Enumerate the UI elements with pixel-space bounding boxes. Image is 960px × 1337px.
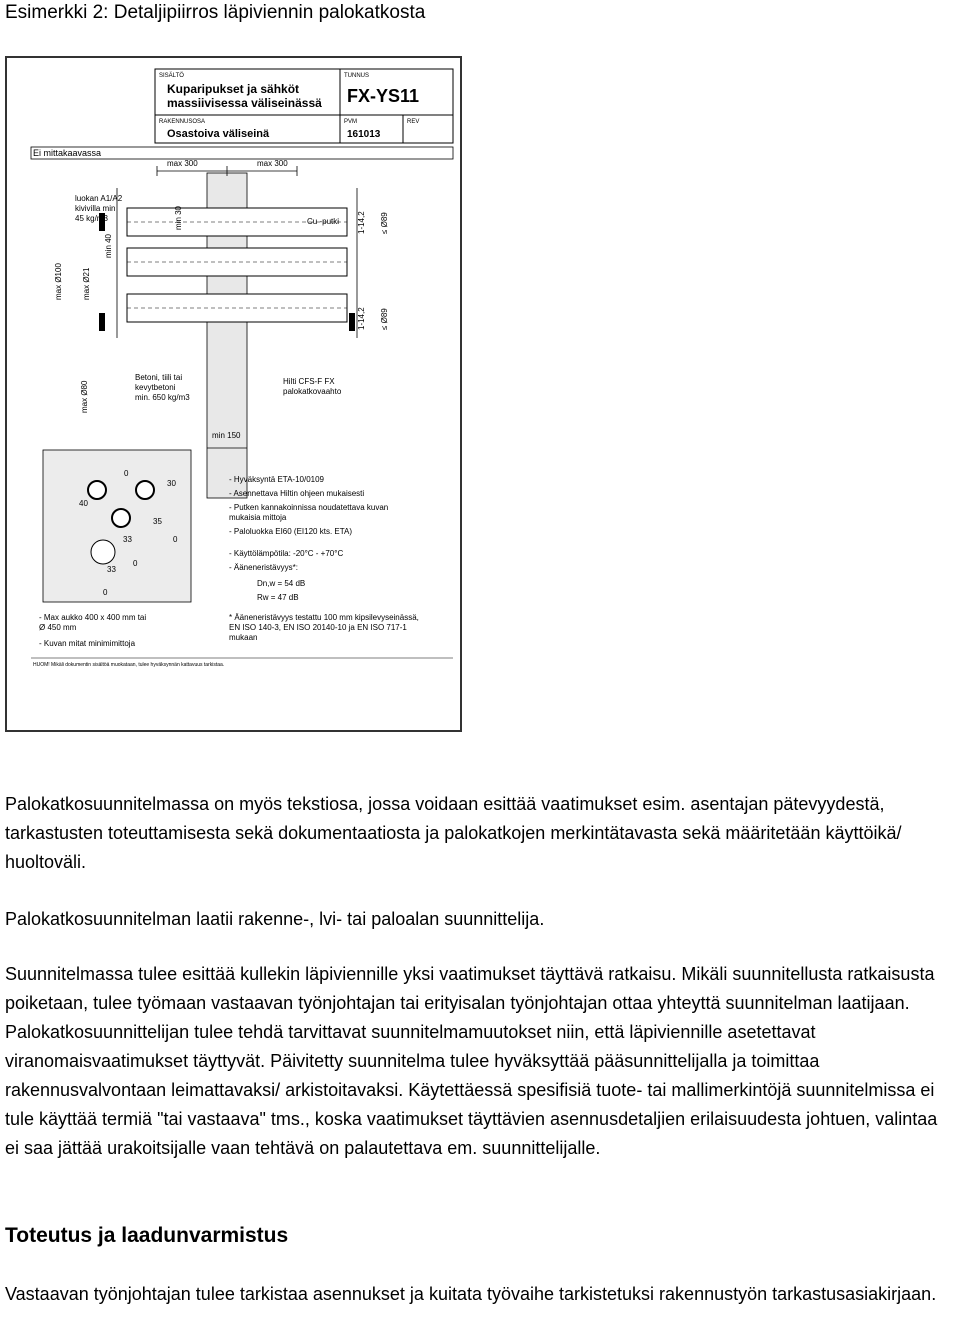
- page-title: Esimerkki 2: Detaljipiirros läpiviennin palokatkosta: [5, 2, 426, 23]
- pvm-label: PVM: [344, 119, 358, 125]
- left-note-1: - Max aukko 400 x 400 mm tai: [39, 613, 147, 622]
- dim-0-right: 0: [133, 559, 138, 568]
- dim-min150: min 150: [212, 431, 241, 440]
- drawing-title-1: Kuparipukset ja sähköt: [167, 82, 300, 96]
- note-rw: Rw = 47 dB: [257, 593, 299, 602]
- note-1: - Hyväksyntä ETA-10/0109: [229, 475, 325, 484]
- scale-note: Ei mittakaavassa: [33, 148, 102, 158]
- star-note-2: EN ISO 140-3, EN ISO 20140-10 ja EN ISO 717-1: [229, 623, 407, 632]
- note-3: - Putken kannakoinnissa noudatettava kuvan: [229, 503, 389, 512]
- dim-33-b: 33: [107, 565, 116, 574]
- dim-33-a: 33: [123, 535, 132, 544]
- note-dnw: Dn,w = 54 dB: [257, 579, 306, 588]
- rakennusosa-label: RAKENNUSOSA: [159, 119, 206, 125]
- dim-max-d80: max Ø80: [80, 380, 89, 413]
- star-note-3: mukaan: [229, 633, 258, 642]
- hilti-note-2: palokatkovaahto: [283, 387, 342, 396]
- drawing-svg: [7, 58, 460, 730]
- note-6: - Käyttölämpötila: -20°C - +70°C: [229, 549, 344, 558]
- dim-114-b: 1-14,2: [357, 307, 366, 330]
- concrete-note-2: kevytbetoni: [135, 383, 176, 392]
- dim-35: 35: [153, 517, 162, 526]
- note-7: - Ääneneristävyys*:: [229, 563, 298, 572]
- dim-0-mid: 0: [173, 535, 178, 544]
- paragraph-3: Suunnitelmassa tulee esittää kullekin läpiviennille yksi vaatimukset täyttävä ratkaisu. Mikäli suunnitellusta ratkaisusta poiketaan, tulee työmaan vastaavan työnjohtajan tai erityisalan työnjohtajan ottaa yhteyttä suunnitelman laatijaan. Palokatkosuunnittelijan tulee tehdä tarvittavat suunnitelmamuutokset niin, että läpiviennille asetettavat viranomaisvaatimukset täyttyvät. Päivitetty suunnitelma tulee hyväksyttää pääsunnittelijalla ja toimittaa rakennusvalvontaan leimattavaksi/ arkistoitavaksi. Käytettäessä spesifisiä tuote- tai mallimerkintöjä suunnitelmissa ei tule käyttää termiä "tai vastaava" tms., koska vaatimukset täyttävien asennusdetaljien erilaisuudesta johtuen, valintaa ei saa jättää urakoitsijalle vaan tehtävä on palautettava em. suunnittelijalle.: [5, 964, 938, 1158]
- paragraph-1: Palokatkosuunnitelmassa on myös tekstiosa, jossa voidaan esittää vaatimukset esim. asentajan pätevyydestä, tarkastusten toteuttamisesta sekä dokumentaatiosta ja palokatkojen merkintätavasta sekä määritetään käyttöikä/ huoltoväli.: [5, 794, 902, 872]
- footer-note: HUOM! Mikäli dokumentin sisältöä muokataan, tulee hyväksynnän kattavuus tarkistaa.: [33, 662, 225, 668]
- wool-note-1: luokan A1/A2: [75, 194, 123, 203]
- tunnus-label: TUNNUS: [344, 73, 369, 79]
- wool-note-2: kivivilla min: [75, 204, 116, 213]
- concrete-note-3: min. 650 kg/m3: [135, 393, 190, 402]
- dim-89-b: ≤ Ø89: [380, 308, 389, 330]
- detail-drawing: [5, 56, 462, 732]
- wool-note-3: 45 kg/m3: [75, 214, 108, 223]
- dim-max300-b: max 300: [257, 159, 288, 168]
- note-4: mukaisia mittoja: [229, 513, 287, 522]
- concrete-note-1: Betoni, tiili tai: [135, 373, 183, 382]
- note-5: - Paloluokka EI60 (EI120 kts. ETA): [229, 527, 353, 536]
- tunnus-value: FX-YS11: [347, 86, 420, 106]
- cu-pipe-label: Cu -putki: [307, 217, 340, 226]
- paragraph-2: Palokatkosuunnitelman laatii rakenne-, lvi- tai paloalan suunnittelija.: [5, 909, 545, 929]
- rakennusosa-value: Osastoiva väliseinä: [167, 128, 270, 140]
- note-2: - Asennettava Hiltin ohjeen mukaisesti: [229, 489, 365, 498]
- dim-89-a: ≤ Ø89: [380, 212, 389, 234]
- dim-114-a: 1-14,2: [357, 211, 366, 234]
- hilti-note-1: Hilti CFS-F FX: [283, 377, 335, 386]
- left-note-2: Ø 450 mm: [39, 623, 77, 632]
- dim-max-d100: max Ø100: [54, 263, 63, 300]
- drawing-title-2: massiivisessa väliseinässä: [167, 96, 322, 110]
- dim-0-top: 0: [124, 469, 129, 478]
- dim-max300-a: max 300: [167, 159, 198, 168]
- left-note-3: - Kuvan mitat minimimittoja: [39, 639, 136, 648]
- dim-40: 40: [79, 499, 88, 508]
- dim-max-d21: max Ø21: [82, 267, 91, 300]
- pvm-value: 161013: [347, 129, 381, 140]
- star-note-1: * Ääneneristävyys testattu 100 mm kipsilevyseinässä,: [229, 613, 419, 622]
- dim-30: 30: [167, 479, 176, 488]
- sisalto-label: SISÄLTÖ: [159, 73, 184, 79]
- dim-0-bottom: 0: [103, 588, 108, 597]
- section-heading: Toteutus ja laadunvarmistus: [5, 1224, 289, 1247]
- rev-label: REV: [407, 119, 420, 125]
- dim-min30: min 30: [174, 205, 183, 230]
- paragraph-4: Vastaavan työnjohtajan tulee tarkistaa asennukset ja kuitata työvaihe tarkistetuksi rakennustyön tarkastusasiakirjaan.: [5, 1284, 937, 1304]
- dim-min40: min 40: [104, 233, 113, 258]
